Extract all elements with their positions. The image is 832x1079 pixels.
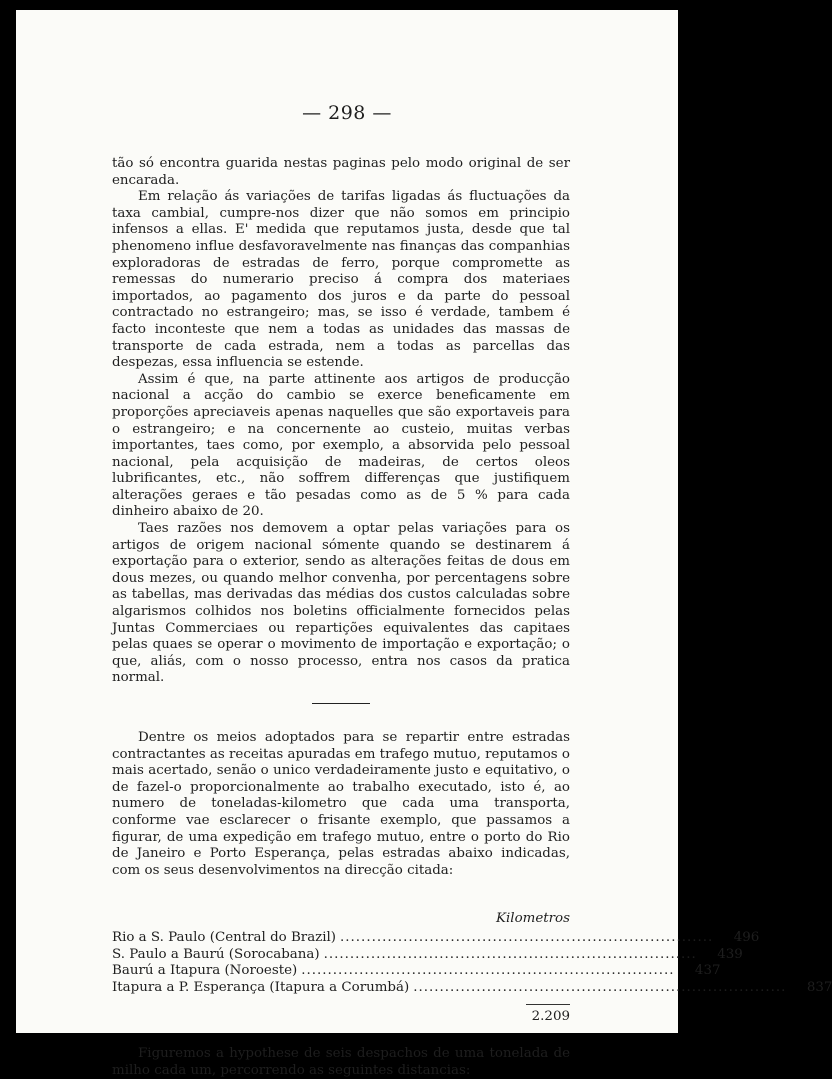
paragraph-national-production: Assim é que, na parte attinente aos artigos de producção nacional a acção do cambio se exerce beneficamente em proporções apreciaveis apenas naquelles que são exportaveis para o estrangeiro; e na concernente ao custeio, muitas verbas importantes, taes como, por exemplo, a absorvida pelo pessoal nacional, pela acquisição de madeiras, de certos oleos lubrificantes, etc., não soffrem differenças que justifiquem alterações geraes e tão pesadas como as de 5 % para cada dinheiro abaixo de 20. [112,371,570,520]
route-distance: 837 [806,979,832,995]
paragraph-continuation: tão só encontra guarida nestas paginas pelo modo original de ser encarada. [112,156,570,188]
route-label: Itapura a P. Esperança (Itapura a Corumbá) [112,979,410,995]
route-distance: 496 [733,929,760,945]
leader-dots [320,947,701,964]
leader-dots [409,980,790,997]
route-label: Rio a S. Paulo (Central do Brazil) [112,929,337,945]
route-distance: 437 [694,963,721,979]
table-row [112,946,743,964]
paragraph-mutual-traffic: Dentre os meios adoptados para se repartir entre estradas contractantes as receitas apuradas em trafego mutuo, reputamos o mais acertado, senão o unico verdadeiramente justo e equitativo, o de fazel-o proporcionalmente ao trabalho executado, isto é, ao numero de toneladas-kilometro que cada uma transporta, conforme vae esclarecer o frisante exemplo, que passamos a figurar, de uma expedição em trafego mutuo, entre o porto do Rio de Janeiro e Porto Esperança, pelas estradas abaixo indicadas, com os seus desenvolvimentos na direcção citada: [112,730,570,878]
paragraph-hypothesis: Figuremos a hypothese de seis despachos de uma tonelada de milho cada um, percorrendo as seguintes distancias: [112,1045,570,1078]
paragraph-exchange-tariffs: Em relação ás variações de tarifas ligadas ás fluctuações da taxa cambial, cumpre-nos dizer que não somos em principio infensos a ellas. E' medida que reputamos justa, desde que tal phenomeno influe desfavoravelmente nas finanças das companhias exploradoras de estradas de ferro, porque compromette as remessas do numerario preciso á compra dos materiaes importados, ao pagamento dos juros e da parte do pessoal contractado no estrangeiro; mas, se isso é verdade, tambem é facto inconteste que nem a todas as unidades das massas de transporte de cada estrada, nem a todas as parcellas das despezas, essa influencia se estende. [112,189,570,371]
body-text [112,156,832,1079]
route-distance: 439 [717,946,743,962]
table-row [112,979,832,997]
book-page [16,10,832,1078]
route-label: S. Paulo a Baurú (Sorocabana) [112,946,320,962]
table-row [112,929,760,947]
table-row [112,963,721,980]
table-unit-label: Kilometros [496,911,570,927]
section-divider [312,703,370,704]
leader-dots [336,930,717,947]
paragraph-reasons: Taes razões nos demovem a optar pelas variações para os artigos de origem nacional sómente quando se destinarem á exportação para o exterior, sendo as alterações feitas de dous em dous mezes, ou quando melhor convenha, por percentagens sobre as tabellas, mas derivadas das médias dos custos calculadas sobre algarismos colhidos nos boletins officialmente fornecidos pelas Juntas Commerciaes ou repartições equivalentes das capitaes pelas quaes se operar o movimento de importação e exportação; o que, aliás, com o nosso processo, entra nos casos da pratica normal. [112,521,570,686]
route-label: Baurú a Itapura (Noroeste) [112,963,298,979]
table-total-row [112,1004,570,1026]
page-number: — 298 — [302,102,392,124]
table-total: 2.209 [526,1004,570,1026]
leader-dots [297,963,678,980]
